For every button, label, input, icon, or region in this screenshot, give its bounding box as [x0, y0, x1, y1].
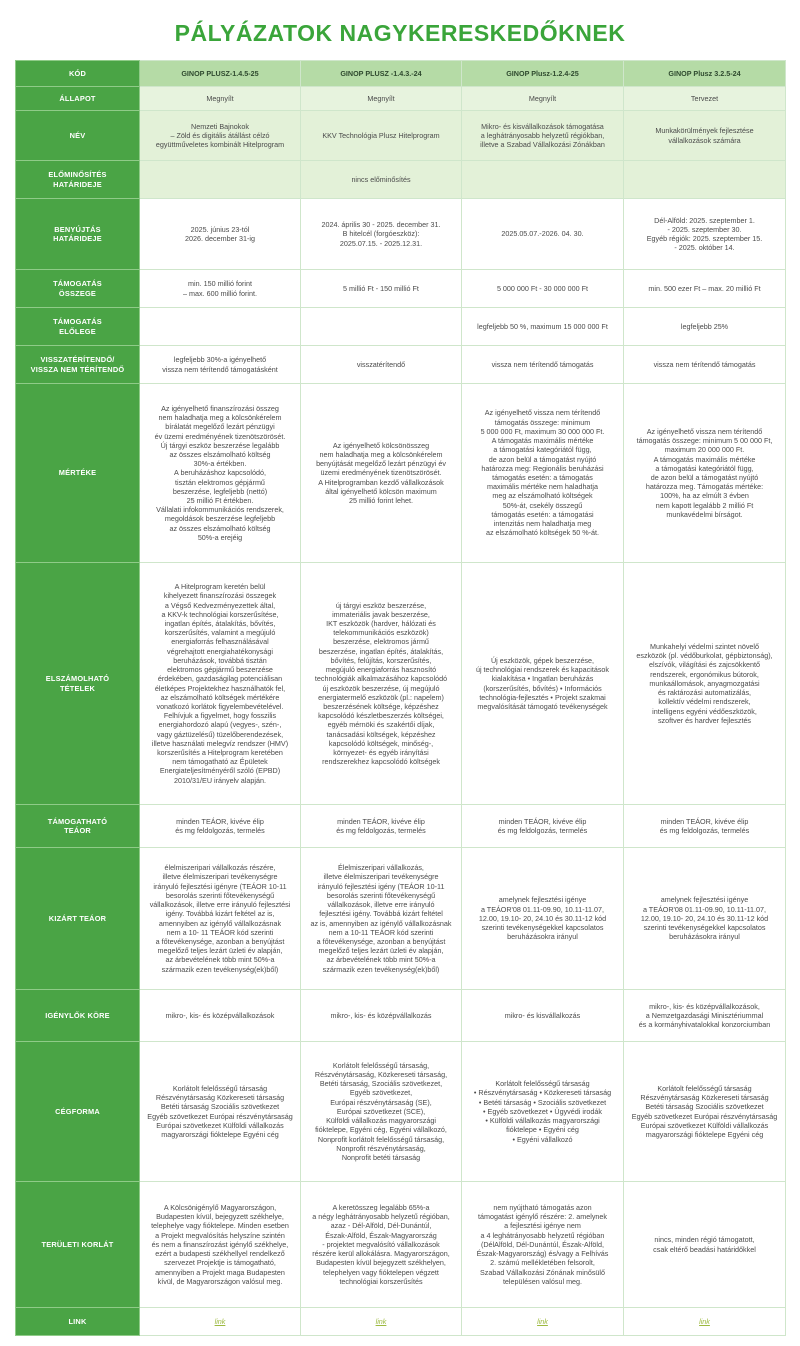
cell-advance	[140, 308, 301, 346]
cell-status: Megnyílt	[140, 87, 301, 111]
cell-name: Nemzeti Bajnokok – Zöld és digitális átállást célzó együttműveletes kombinált Hitelprogram	[140, 111, 301, 161]
cell-eligible-items: A Hitelprogram keretén belül kihelyezett finanszírozási összegek a Végső Kedvezményezettek által, a KKV-k technológiai korszerűsítése, ingatlan építés, átalakítás, bővítés, korszerűsítés, valamint a megújuló energiaforrás felhasználásával végrehajtott energiahatékonysági beruházások, továbbá tisztán elektromos gépjármű beszerzése érdekében, gazdaságilag potenciálisan életképes Projektekhez használhatók fel, az elszámolható költségek mértékére vonatkozó korlátok figyelembevételével. Felhívjuk a figyelmet, hogy fosszilis energiahordozó alapú (vegyes-, szén-, vagy gáztüzelésű) tüzelőberendezések, illetve használati melegvíz rendszer (HMV) korszerűsítés a Hitelprogram keretében nem támogatható az Épületek Energiateljesítményéről szóló (EPBD) 2010/31/EU irányelv alapján.	[140, 563, 301, 805]
cell-advance: legfeljebb 50 %, maximum 15 000 000 Ft	[462, 308, 624, 346]
row-label: TÁMOGATÁS ÖSSZEGE	[16, 270, 140, 308]
cell-amount: min. 150 millió forint – max. 600 millió forint.	[140, 270, 301, 308]
cell-status: Tervezet	[624, 87, 786, 111]
row-teaor	[16, 805, 786, 848]
row-label: KÓD	[16, 61, 140, 87]
row-label: MÉRTÉKE	[16, 384, 140, 563]
row-label: ELŐMINŐSÍTÉS HATÁRIDEJE	[16, 161, 140, 199]
row-igenylok	[16, 990, 786, 1042]
cell-prequal	[462, 161, 624, 199]
row-tetelek	[16, 563, 786, 805]
row-link	[16, 1308, 786, 1336]
row-nev	[16, 111, 786, 161]
page-title: PÁLYÁZATOK NAGYKERESKEDŐKNEK	[174, 20, 626, 46]
row-label: VISSZATÉRÍTENDŐ/ VISSZA NEM TÉRÍTENDŐ	[16, 346, 140, 384]
cell-company-form: Korlátolt felelősségű társaság Részvénytársaság Közkereseti társaság Betéti társaság Szociális szövetkezet Egyéb szövetkezet Európai részvénytársaság Európai szövetkezet Külföldi vállalkozás magyarországi fióktelepe Egyéni cég	[140, 1042, 301, 1182]
row-label: TERÜLETI KORLÁT	[16, 1182, 140, 1308]
row-label: ELSZÁMOLHATÓ TÉTELEK	[16, 563, 140, 805]
cell-eligible-items: új tárgyi eszköz beszerzése, immateriális javak beszerzése, IKT eszközök (hardver, hálózati és telekommunikációs eszközök) beszerzése, elektromos jármű beszerzése, ingatlan építés, átalakítás, bővítés, felújítás, korszerűsítés, megújuló energiaforrás hasznosító technológiák alkalmazásához kapcsolódó új eszközök beszerzése, új megújuló energiatermelő eszközök (pl.: napelem) beszerzésének költsége, képzéshez kapcsolódó készletbeszerzés költségei, egyéb mérnöki és szakértői díjak, tanácsadási költségek, képzéshez kapcsolódó költségek, minőség-, környezet- és egyéb irányítási rendszerekhez kapcsolódó költségek	[301, 563, 462, 805]
cell-excluded: amelynek fejlesztési igénye a TEÁOR'08 01.11-09.90, 10.11-11.07, 12.00, 19.10- 20, 24.10 és 30.11-12 kód szerinti tevékenységekkel kapcsolatos beruházásokra irányul	[624, 848, 786, 990]
cell-status: Megnyílt	[462, 87, 624, 111]
row-merteke	[16, 384, 786, 563]
cell-deadline: 2025. június 23-tól 2026. december 31-ig	[140, 199, 301, 270]
link[interactable]: link	[624, 1308, 786, 1336]
cell-advance	[301, 308, 462, 346]
cell-applicants: mikro-, kis- és középvállalkozás	[301, 990, 462, 1042]
cell-advance: legfeljebb 25%	[624, 308, 786, 346]
cell-deadline: 2025.05.07.-2026. 04. 30.	[462, 199, 624, 270]
cell-rate: Az igényelhető finanszírozási összeg nem haladhatja meg a kölcsönkérelem bírálatát megelőző lezárt pénzügyi év üzemi eredményének tizenötszörösét. Új tárgyi eszköz beszerzése legalább az összes elszámolható költség 30%-a értékben. A beruházáshoz kapcsolódó, tisztán elektromos gépjármű beszerzése, legfeljebb (nettó) 25 millió Ft értékben. Vállalati infokommunikációs rendszerek, megoldások beszerzése legfeljebb az összes elszámolható költség 50%-a erejéig	[140, 384, 301, 563]
cell-company-form: Korlátolt felelősségű társaság Részvénytársaság Közkereseti társaság Betéti társaság Szociális szövetkezet Egyéb szövetkezet Európai részvénytársaság Európai szövetkezet Külföldi vállalkozás magyarországi fióktelepe Egyéni cég	[624, 1042, 786, 1182]
cell-region: nincs, minden régió támogatott, csak eltérő beadási határidőkkel	[624, 1182, 786, 1308]
row-kod	[16, 61, 786, 87]
cell-excluded: élelmiszeripari vállalkozás részére, illetve élelmiszeripari tevékenységre irányuló fejlesztési igényre (TEÁOR 10-11 besorolás szerinti főtevékenységű vállalkozások, illetve erre irányuló fejlesztési igény. Továbbá kizárt feltétel az is, amennyiben az igénylő vállalkozásnak nem a 10- 11 TEÁOR kód szerinti a főtevékenysége, azonban a benyújtást megelőző teljes lezárt üzleti év alapján, az árbevételének több mint 50%-a származik ezen tevékenység(ek)ből)	[140, 848, 301, 990]
cell-region: A keretösszeg legalább 65%-a a négy leghátrányosabb helyzetű régióban, azaz - Dél-Alföld, Dél-Dunántúl, Észak-Alföld, Észak-Magyarország - projektet megvalósító vállalkozások részére kerül allokálásra. Magyarországon, Budapesten kívül bejegyzett székhelyen, telephelyen vagy fióktelepen végzett technológiai korszerűsítés	[301, 1182, 462, 1308]
cell-deadline: Dél-Alföld: 2025. szeptember 1. - 2025. szeptember 30. Egyéb régiók: 2025. szeptember 15. - 2025. október 14.	[624, 199, 786, 270]
cell-region: nem nyújtható támogatás azon támogatást igénylő részére: 2. amelynek a fejlesztési igénye nem a 4 leghátrányosabb helyzetű régióban (DélAlföld, Dél-Dunántúl, Észak-Alföld, Észak-Magyarország) és/vagy a Felhívás 2. számú mellékletében felsorolt, Szabad Vállalkozási Zónának minősülő településen valósul meg.	[462, 1182, 624, 1308]
cell-refund: visszatérítendő	[301, 346, 462, 384]
cell-eligible-items: Munkahelyi védelmi szintet növelő eszközök (pl. védőburkolat, gépbiztonság), elszívók, világítási és zajcsökkentő rendszerek, ergonómikus bútorok, munkaállomások, anyagmozgatási és raktározási automatizálás, kollektív védelmi rendszerek, intelligens egyéni védőeszközök, szoftver és hardver fejlesztés	[624, 563, 786, 805]
row-label: LINK	[16, 1308, 140, 1336]
row-label: KIZÁRT TEÁOR	[16, 848, 140, 990]
cell-deadline: 2024. április 30 - 2025. december 31. B hitelcél (forgóeszköz): 2025.07.15. - 2025.12.31.	[301, 199, 462, 270]
cell-code: GINOP Plusz-1.2.4-25	[462, 61, 624, 87]
cell-rate: Az igényelhető vissza nem térítendő támogatás összege: minimum 5 00 000 Ft, maximum 20 000 000 Ft. A támogatás maximális mértéke a támogatási kategóriától függ, de azon belül a támogatást nyújtó határozza meg. Támogatás mértéke: 100%, ha az elmúlt 3 évben nem kapott legalább 2 millió Ft munkavédelmi bírságot.	[624, 384, 786, 563]
row-kizart	[16, 848, 786, 990]
cell-applicants: mikro- és kisvállalkozás	[462, 990, 624, 1042]
cell-teaor: minden TEÁOR, kivéve élip és mg feldolgozás, termelés	[301, 805, 462, 848]
link[interactable]: link	[301, 1308, 462, 1336]
row-elominosites	[16, 161, 786, 199]
cell-excluded: amelynek fejlesztési igénye a TEÁOR'08 01.11-09.90, 10.11-11.07, 12.00, 19.10- 20, 24.10 és 30.11-12 kód szerinti tevékenységekkel kapcsolatos beruházásokra irányul	[462, 848, 624, 990]
cell-name: KKV Technológia Plusz Hitelprogram	[301, 111, 462, 161]
cell-prequal: nincs előminősítés	[301, 161, 462, 199]
cell-name: Munkakörülmények fejlesztése vállalkozások számára	[624, 111, 786, 161]
row-visszaterito	[16, 346, 786, 384]
row-label: CÉGFORMA	[16, 1042, 140, 1182]
cell-prequal	[140, 161, 301, 199]
cell-status: Megnyílt	[301, 87, 462, 111]
cell-rate: Az igényelhető kölcsönösszeg nem haladhatja meg a kölcsönkérelem benyújtását megelőző lezárt pénzügyi év üzemi eredményének tizenötszörösét. A Hitelprogramban kezdő vállalkozások által igényelhető kölcsön maximum 25 millió forint lehet.	[301, 384, 462, 563]
cell-amount: 5 000 000 Ft - 30 000 000 Ft	[462, 270, 624, 308]
row-eloleg	[16, 308, 786, 346]
row-osszeg	[16, 270, 786, 308]
cell-teaor: minden TEÁOR, kivéve élip és mg feldolgozás, termelés	[624, 805, 786, 848]
row-label: NÉV	[16, 111, 140, 161]
cell-company-form: Korlátolt felelősségű társaság, Részvénytársaság, Közkereseti társaság, Betéti társaság, Szociális szövetkezet, Egyéb szövetkezet, Európai részvénytársaság (SE), Európai szövetkezet (SCE), Külföldi vállalkozás magyarországi fióktelepe, Egyéni cég, Egyéni vállalkozó, Nonprofit korlátolt felelősségű társaság, Nonprofit részvénytársaság, Nonprofit betéti társaság	[301, 1042, 462, 1182]
cell-rate: Az igényelhető vissza nem térítendő támogatás összege: minimum 5 000 000 Ft, maximum 30 000 000 Ft. A támogatás maximális mértéke a támogatási kategóriától függ, de azon belül a támogatást nyújtó határozza meg: Regionális beruházási támogatás esetén: a támogatás maximális mértéke nem haladhatja meg az elszámolható költségek 50%-át, csekély összegű támogatás esetén: a támogatási intenzitás nem haladhatja meg az elszámolható költségek 50 %-át.	[462, 384, 624, 563]
cell-teaor: minden TEÁOR, kivéve élip és mg feldolgozás, termelés	[140, 805, 301, 848]
row-label: IGÉNYLŐK KÖRE	[16, 990, 140, 1042]
cell-applicants: mikro-, kis- és középvállalkozások, a Nemzetgazdasági Minisztériummal és a kormányhivatalokkal konzorciumban	[624, 990, 786, 1042]
cell-name: Mikro- és kisvállalkozások támogatása a leghátrányosabb helyzetű régiókban, illetve a Szabad Vállalkozási Zónákban	[462, 111, 624, 161]
row-label: TÁMOGATÁS ELŐLEGE	[16, 308, 140, 346]
cell-code: GINOP PLUSZ-1.4.5-25	[140, 61, 301, 87]
row-benyujtas	[16, 199, 786, 270]
cell-code: GINOP Plusz 3.2.5-24	[624, 61, 786, 87]
cell-prequal	[624, 161, 786, 199]
cell-excluded: Élelmiszeripari vállalkozás, illetve élelmiszeripari tevékenységre irányuló fejlesztési igény (TEÁOR 10-11 besorolás szerinti főtevékenységű vállalkozások, illetve erre irányuló fejlesztési igény. Továbbá kizárt feltétel az is, amennyiben az igénylő vállalkozásnak nem a 10-11 TEÁOR kód szerinti a főtevékenysége, azonban a benyújtást megelőző teljes lezárt üzleti év alapján, az árbevételének több mint 50%-a származik ezen tevékenység(ek)ből)	[301, 848, 462, 990]
link[interactable]: link	[140, 1308, 301, 1336]
cell-region: A Kölcsönigénylő Magyarországon, Budapesten kívül, bejegyzett székhelye, telephelye vagy fióktelepe. Minden esetben a Projekt megvalósítás helyszíne szintén és nem a finanszírozást igénylő székhelye, ezért a budapesti székhellyel rendelkező szervezet Projektje is támogatható, amennyiben a Projekt maga Budapesten kívül, de Magyarországon valósul meg.	[140, 1182, 301, 1308]
cell-code: GINOP PLUSZ -1.4.3.-24	[301, 61, 462, 87]
cell-amount: 5 millió Ft - 150 millió Ft	[301, 270, 462, 308]
row-cegforma	[16, 1042, 786, 1182]
row-teruleti	[16, 1182, 786, 1308]
cell-refund: legfeljebb 30%-a igényelhető vissza nem térítendő támogatásként	[140, 346, 301, 384]
cell-refund: vissza nem térítendő támogatás	[624, 346, 786, 384]
cell-company-form: Korlátolt felelősségű társaság • Részvénytársaság • Közkereseti társaság • Betéti társaság • Szociális szövetkezet • Egyéb szövetkezet • Ügyvédi irodák • Külföldi vállalkozás magyarországi fióktelepe • Egyéni cég • Egyéni vállalkozó	[462, 1042, 624, 1182]
cell-amount: min. 500 ezer Ft – max. 20 millió Ft	[624, 270, 786, 308]
grants-table	[15, 60, 786, 1336]
cell-teaor: minden TEÁOR, kivéve élip és mg feldolgozás, termelés	[462, 805, 624, 848]
cell-eligible-items: Új eszközök, gépek beszerzése, új technológiai rendszerek és kapacitások kialakítása • Ingatlan beruházás (korszerűsítés, bővítés) • Információs technológia-fejlesztés • Projekt szakmai megvalósítását támogató tevékenységek	[462, 563, 624, 805]
row-label: BENYÚJTÁS HATÁRIDEJE	[16, 199, 140, 270]
row-label: ÁLLAPOT	[16, 87, 140, 111]
cell-applicants: mikro-, kis- és középvállalkozások	[140, 990, 301, 1042]
row-allapot	[16, 87, 786, 111]
row-label: TÁMOGATHATÓ TEÁOR	[16, 805, 140, 848]
link[interactable]: link	[462, 1308, 624, 1336]
cell-refund: vissza nem térítendő támogatás	[462, 346, 624, 384]
